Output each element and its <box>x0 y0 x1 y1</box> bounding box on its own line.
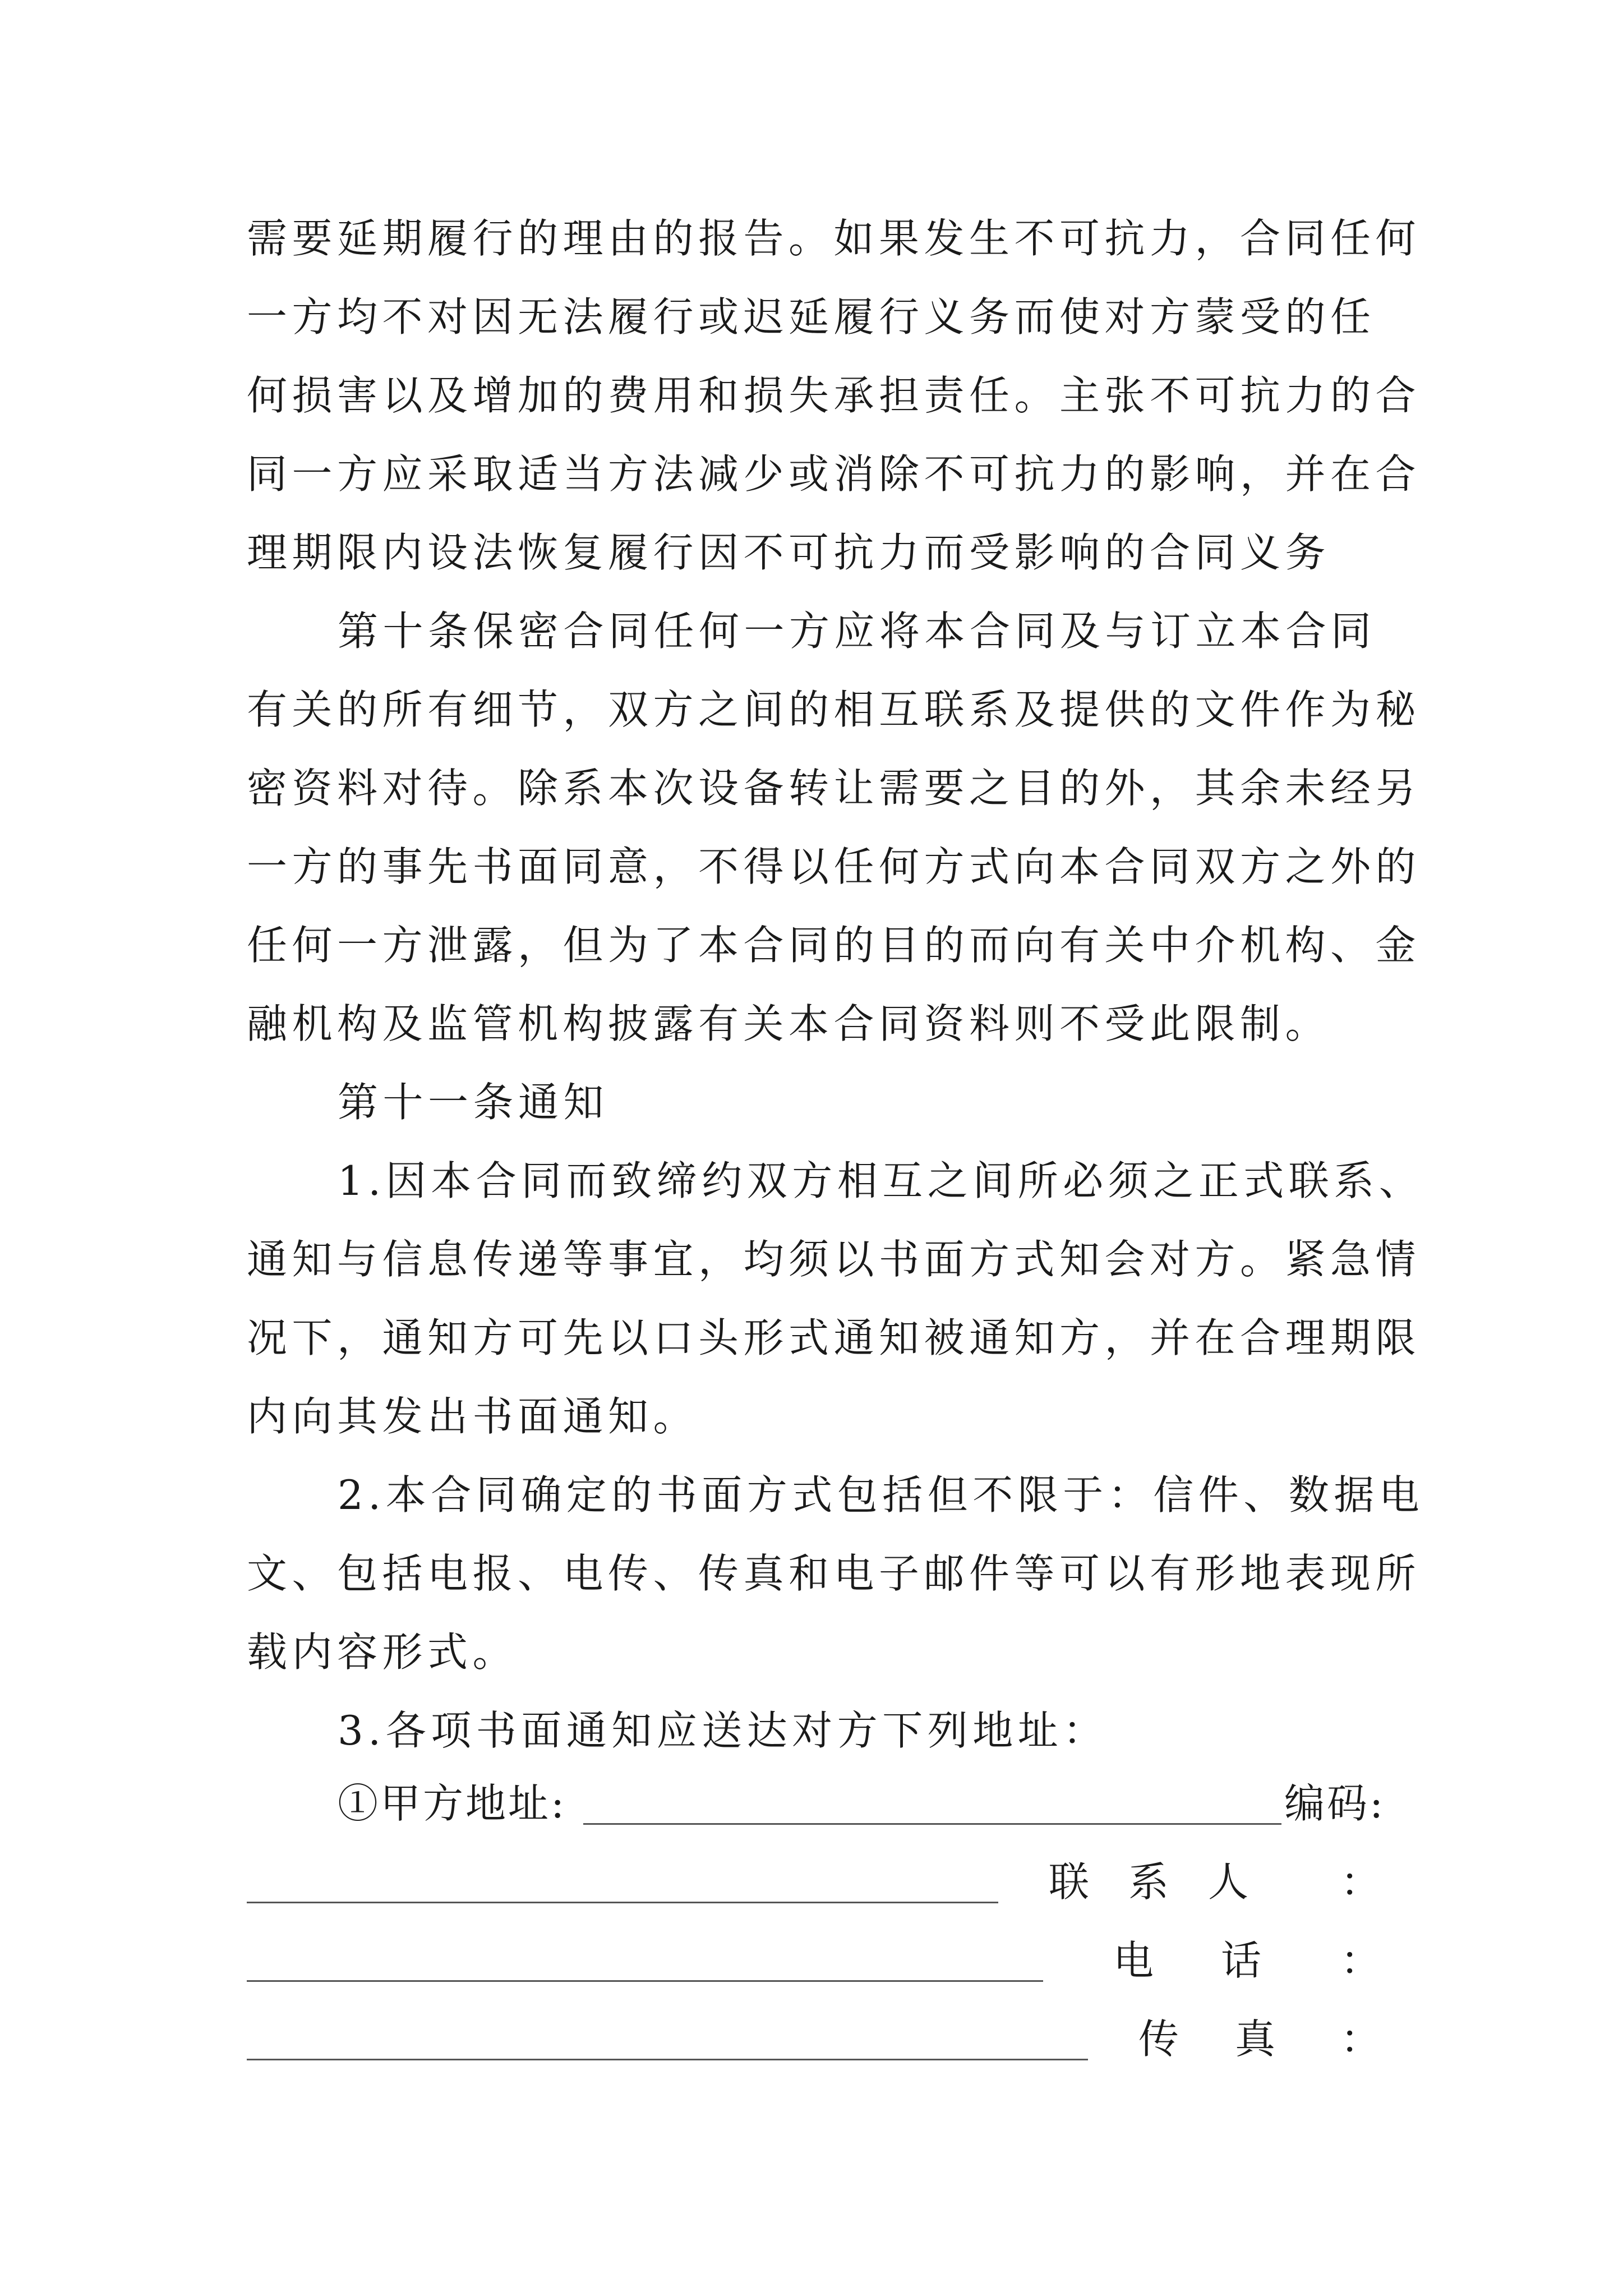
paragraph-line: 3.各项书面通知应送达对方下列地址： <box>338 1707 1108 1754</box>
paragraph-line: 载内容形式。 <box>247 1628 518 1676</box>
fax-label: 传真 <box>1138 2016 1332 2063</box>
paragraph-line: 文、包括电报、电传、传真和电子邮件等可以有形地表现所 <box>247 1550 1421 1597</box>
contact-label: 联系人 <box>1049 1858 1288 1906</box>
section-heading: 第十一条通知 <box>338 1079 609 1126</box>
code-label: 编码: <box>1284 1780 1386 1827</box>
contact-colon: ： <box>1340 1858 1381 1906</box>
paragraph-line: 第十条保密合同任何一方应将本合同及与订立本合同 <box>338 608 1376 655</box>
phone-colon: ： <box>1340 1937 1381 1984</box>
paragraph-line: 通知与信息传递等事宜，均须以书面方式知会对方。紧急情 <box>247 1236 1421 1283</box>
paragraph-line: 有关的所有细节，双方之间的相互联系及提供的文件作为秘 <box>247 686 1421 733</box>
paragraph-line: 同一方应采取适当方法减少或消除不可抗力的影响，并在合 <box>247 450 1421 498</box>
paragraph-line: 一方的事先书面同意，不得以任何方式向本合同双方之外的 <box>247 843 1421 890</box>
paragraph-line: 况下，通知方可先以口头形式通知被通知方，并在合理期限 <box>247 1314 1421 1361</box>
paragraph-line: 何损害以及增加的费用和损失承担责任。主张不可抗力的合 <box>247 372 1421 419</box>
phone-blank[interactable] <box>247 2059 1088 2060</box>
paragraph-line: 1.因本合同而致缔约双方相互之间所必须之正式联系、 <box>338 1157 1424 1204</box>
paragraph-line: 融机构及监管机构披露有关本合同资料则不受此限制。 <box>247 1000 1331 1047</box>
phone-label: 电话 <box>1113 1937 1329 1984</box>
address-blank[interactable] <box>583 1823 1281 1825</box>
paragraph-line: 2.本合同确定的书面方式包括但不限于：信件、数据电 <box>338 1471 1424 1519</box>
contact-blank[interactable] <box>247 1980 1043 1982</box>
paragraph-line: 内向其发出书面通知。 <box>247 1393 699 1440</box>
paragraph-line: 密资料对待。除系本次设备转让需要之目的外，其余未经另 <box>247 765 1421 812</box>
address-label: ①甲方地址: <box>338 1780 567 1827</box>
paragraph-line: 理期限内设法恢复履行因不可抗力而受影响的合同义务 <box>247 529 1331 576</box>
paragraph-line: 任何一方泄露，但为了本合同的目的而向有关中介机构、金 <box>247 922 1421 969</box>
paragraph-line: 一方均不对因无法履行或迟延履行义务而使对方蒙受的任 <box>247 293 1376 341</box>
code-blank[interactable] <box>247 1902 998 1903</box>
paragraph-line: 需要延期履行的理由的报告。如果发生不可抗力，合同任何 <box>247 215 1421 262</box>
fax-colon: ： <box>1340 2016 1381 2063</box>
